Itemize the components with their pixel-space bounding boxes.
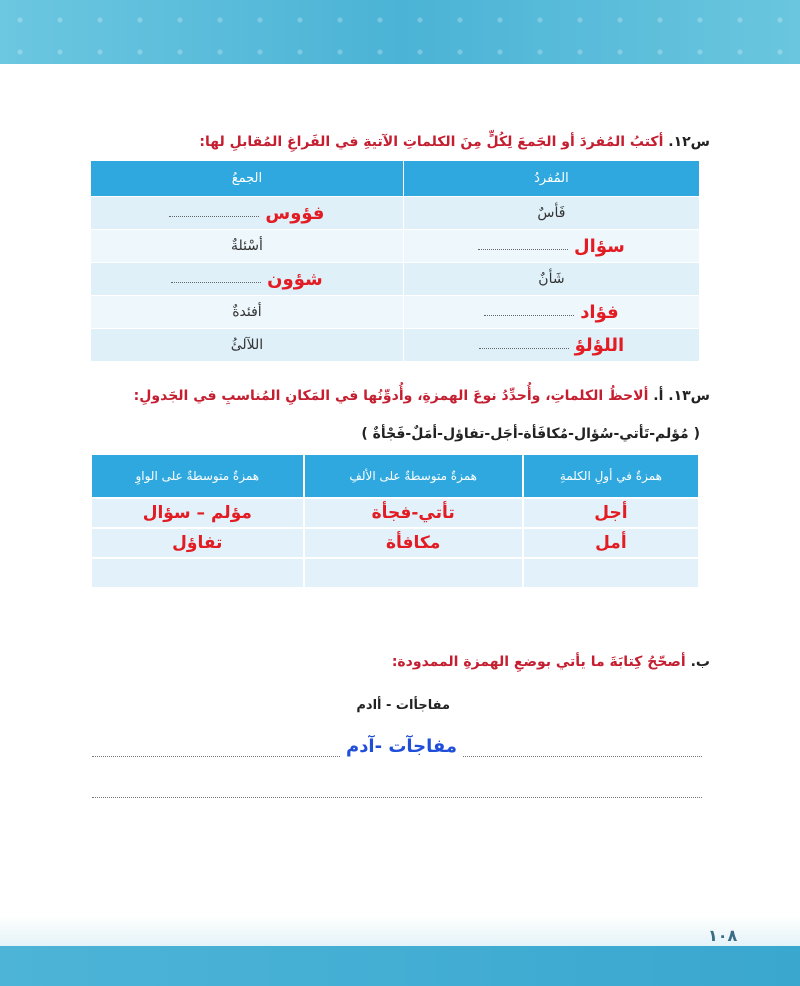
cell-content — [404, 205, 699, 221]
column-header-initial-hamza: همزةٌ في أولِ الكلمةِ — [523, 454, 699, 498]
plural-cell — [91, 197, 404, 230]
column-header-hamza-on-waw: همزةٌ متوسطةٌ على الواوِ — [91, 454, 304, 498]
cell-content — [91, 238, 403, 254]
handwritten-answer: فؤاد — [580, 301, 619, 323]
table-cell — [91, 498, 304, 528]
question-number: س١٣. — [668, 388, 710, 404]
handwritten-answer: تأتي-فجأة — [371, 503, 455, 523]
singular-cell — [403, 263, 699, 296]
table-cell — [304, 498, 523, 528]
answer-line — [92, 797, 702, 798]
table-row — [91, 329, 700, 362]
cell-content — [91, 337, 403, 353]
dotted-blank — [479, 341, 569, 349]
question-instruction: أكتبُ المُفردَ أو الجَمعَ لِكُلٍّ مِنَ الكلماتِ الآتيةِ في الفَراغِ المُقابلِ لها: — [199, 134, 664, 150]
part-b-text: أصحّحُ كِتابَةَ ما يأتي بوضعِ الهمزةِ الممدودة: — [391, 654, 686, 670]
given-word: فَأسٌ — [537, 205, 566, 221]
table-row — [91, 498, 699, 528]
table-cell — [91, 558, 304, 588]
column-header-singular: المُفردُ — [403, 161, 699, 197]
table-row — [91, 197, 700, 230]
top-decorative-band — [0, 0, 800, 64]
handwritten-answer: أجل — [594, 503, 628, 523]
cell-content — [91, 304, 403, 320]
cell-content — [404, 335, 699, 356]
handwritten-answer: فؤوس — [265, 202, 325, 224]
handwritten-answer: مؤلم – سؤال — [142, 503, 252, 523]
part-b-answer: مفاجآت -آدم — [340, 736, 463, 757]
column-header-hamza-on-alif: همزةٌ متوسطةٌ على الألفِ — [304, 454, 523, 498]
table-row — [91, 528, 699, 558]
table-header-row — [91, 161, 700, 197]
handwritten-answer: شؤون — [267, 268, 323, 290]
dotted-blank — [484, 308, 574, 316]
table-row — [91, 296, 700, 329]
band-pattern — [0, 0, 800, 64]
part-a-label: أ. — [653, 388, 664, 404]
cell-content — [404, 302, 699, 323]
table-row — [91, 558, 699, 588]
part-b-instruction — [100, 654, 710, 670]
singular-cell — [403, 197, 699, 230]
page-number: ١٠٨ — [708, 926, 738, 945]
handwritten-answer: أمل — [595, 533, 627, 553]
dotted-blank — [171, 275, 261, 283]
dotted-blank — [478, 242, 568, 250]
singular-cell — [403, 230, 699, 263]
given-word: أسْئلةٌ — [230, 238, 263, 254]
table-cell — [304, 558, 523, 588]
column-header-plural: الجمعُ — [91, 161, 404, 197]
hamza-types-table — [90, 453, 700, 589]
table-row — [91, 263, 700, 296]
table-cell — [523, 498, 699, 528]
plural-cell — [91, 329, 404, 362]
question-12 — [90, 134, 710, 150]
page-edge — [0, 916, 800, 946]
cell-content — [404, 236, 699, 257]
part-b-words: مفاجأات - أادم — [356, 698, 450, 713]
given-word: اللآلئُ — [230, 337, 264, 353]
bottom-decorative-band — [0, 946, 800, 986]
handwritten-answer: اللؤلؤ — [574, 334, 625, 356]
dotted-blank — [169, 209, 259, 217]
singular-plural-table — [90, 160, 700, 362]
given-word: أفئدةٌ — [232, 304, 262, 320]
question-13 — [90, 388, 710, 404]
plural-cell — [91, 296, 404, 329]
table-row — [91, 230, 700, 263]
part-b-label: ب. — [690, 654, 710, 670]
plural-cell — [91, 230, 404, 263]
singular-cell — [403, 329, 699, 362]
handwritten-answer: تفاؤل — [172, 533, 223, 553]
table-cell — [304, 528, 523, 558]
cell-content — [91, 269, 403, 290]
plural-cell — [91, 263, 404, 296]
cell-content — [404, 271, 699, 287]
table-cell — [523, 558, 699, 588]
handwritten-answer: مكافأة — [386, 533, 441, 553]
cell-content — [91, 203, 403, 224]
singular-cell — [403, 296, 699, 329]
given-word: شَأنٌ — [538, 271, 565, 287]
table-cell — [91, 528, 304, 558]
question-number: س١٢. — [668, 134, 710, 150]
table-cell — [523, 528, 699, 558]
table-header-row — [91, 454, 699, 498]
handwritten-answer: سؤال — [574, 235, 625, 257]
question-instruction: ألاحظُ الكلماتِ، وأُحدِّدُ نوعَ الهمزةِ، وأُدوِّنُها في المَكانِ المُناسبِ في الجَدولِ: — [133, 388, 649, 404]
word-list: ( مُؤلم-تَأتي-سُؤال-مُكافَأة-أجَل-تفاؤل-أمَلٌ-فَجْأةٌ ) — [361, 426, 700, 442]
